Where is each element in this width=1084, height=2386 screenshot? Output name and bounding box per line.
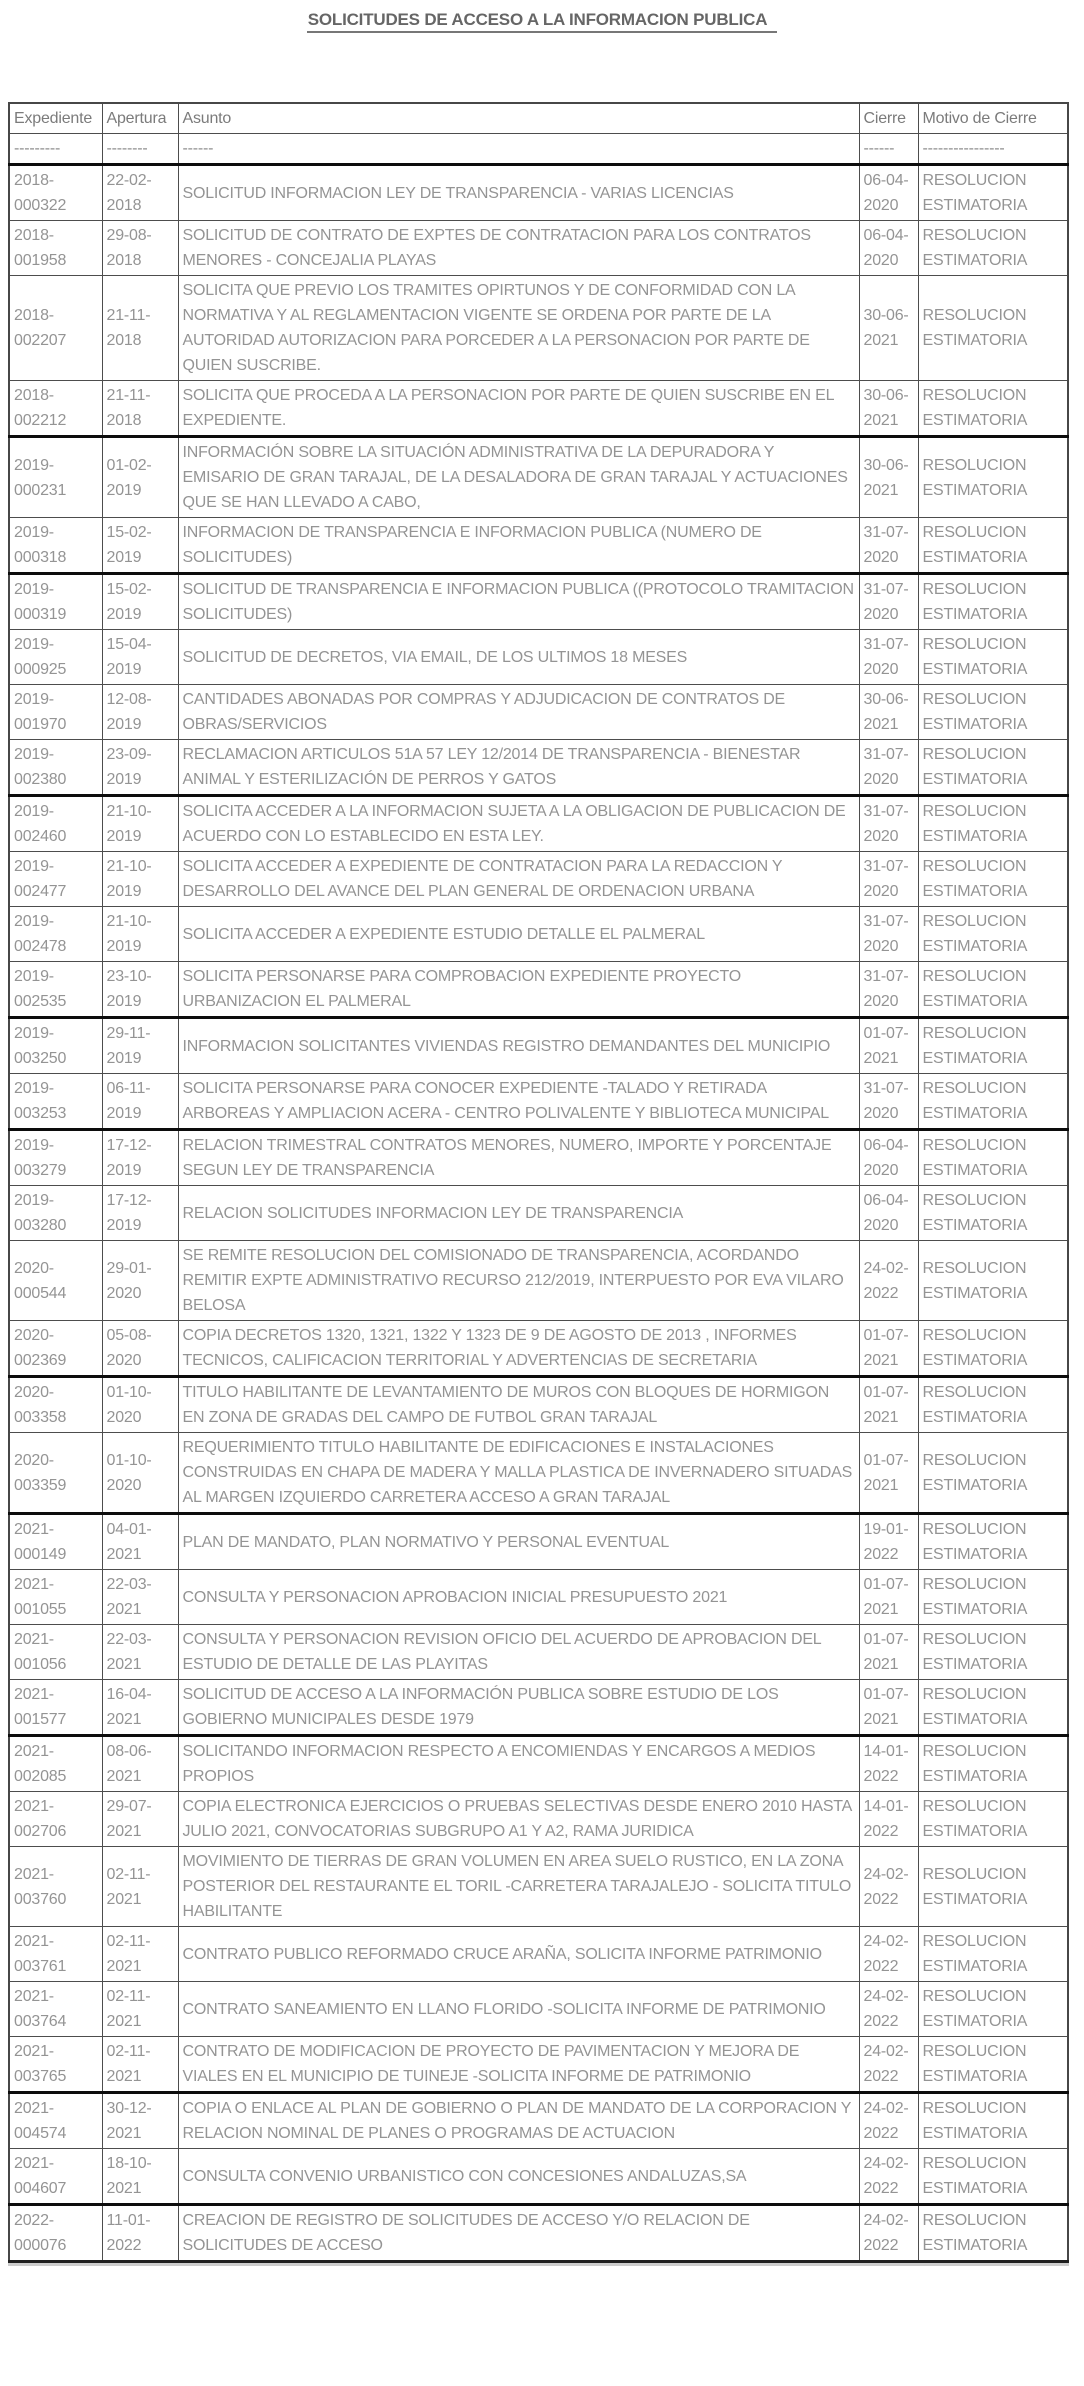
cell-apertura: 01-10-2020 — [102, 1433, 178, 1514]
cell-cierre: 06-04-2020 — [859, 1130, 918, 1186]
cell-asunto: RECLAMACION ARTICULOS 51A 57 LEY 12/2014 DE TRANSPARENCIA - BIENESTAR ANIMAL Y ESTERILIZACIÓN DE PERROS Y GATOS — [178, 740, 859, 796]
cell-motivo: RESOLUCION ESTIMATORIA — [918, 437, 1068, 518]
column-header-motivo: Motivo de Cierre — [918, 103, 1068, 134]
cell-motivo: RESOLUCION ESTIMATORIA — [918, 1792, 1068, 1847]
cell-asunto: COPIA O ENLACE AL PLAN DE GOBIERNO O PLAN DE MANDATO DE LA CORPORACION Y RELACION NOMINAL DE PLANES O PROGRAMAS DE ACTUACION — [178, 2093, 859, 2149]
cell-apertura: 02-11-2021 — [102, 1982, 178, 2037]
cell-motivo: RESOLUCION ESTIMATORIA — [918, 574, 1068, 630]
cell-asunto: CANTIDADES ABONADAS POR COMPRAS Y ADJUDICACION DE CONTRATOS DE OBRAS/SERVICIOS — [178, 685, 859, 740]
cell-apertura: 18-10-2021 — [102, 2149, 178, 2205]
cell-cierre: 24-02-2022 — [859, 1982, 918, 2037]
cell-apertura: 11-01-2022 — [102, 2205, 178, 2262]
cell-apertura: 08-06-2021 — [102, 1736, 178, 1792]
cell-motivo: RESOLUCION ESTIMATORIA — [918, 1377, 1068, 1433]
cell-apertura: 21-11-2018 — [102, 381, 178, 437]
cell-cierre: 01-07-2021 — [859, 1018, 918, 1074]
table-row — [9, 1982, 1068, 2037]
cell-cierre: 31-07-2020 — [859, 907, 918, 962]
cell-asunto: CREACION DE REGISTRO DE SOLICITUDES DE ACCESO Y/O RELACION DE SOLICITUDES DE ACCESO — [178, 2205, 859, 2262]
cell-motivo: RESOLUCION ESTIMATORIA — [918, 1625, 1068, 1680]
document-page — [0, 10, 1084, 2263]
column-underline-motivo: ---------------- — [918, 134, 1068, 165]
table-row — [9, 630, 1068, 685]
cell-motivo: RESOLUCION ESTIMATORIA — [918, 630, 1068, 685]
cell-motivo: RESOLUCION ESTIMATORIA — [918, 381, 1068, 437]
table-row — [9, 1074, 1068, 1130]
cell-cierre: 01-07-2021 — [859, 1377, 918, 1433]
cell-expediente: 2019-002535 — [9, 962, 102, 1018]
cell-apertura: 22-02-2018 — [102, 165, 178, 221]
table-row — [9, 685, 1068, 740]
cell-asunto: REQUERIMIENTO TITULO HABILITANTE DE EDIFICACIONES E INSTALACIONES CONSTRUIDAS EN CHAPA DE MADERA Y MALLA PLASTICA DE INVERNADERO SITUADAS AL MARGEN IZQUIERDO CARRETERA ACCESO A GRAN TARAJAL — [178, 1433, 859, 1514]
cell-cierre: 06-04-2020 — [859, 165, 918, 221]
cell-motivo: RESOLUCION ESTIMATORIA — [918, 1736, 1068, 1792]
cell-asunto: TITULO HABILITANTE DE LEVANTAMIENTO DE MUROS CON BLOQUES DE HORMIGON EN ZONA DE GRADAS DEL CAMPO DE FUTBOL GRAN TARAJAL — [178, 1377, 859, 1433]
cell-apertura: 21-11-2018 — [102, 276, 178, 381]
cell-apertura: 17-12-2019 — [102, 1130, 178, 1186]
column-header-expediente: Expediente — [9, 103, 102, 134]
cell-apertura: 15-02-2019 — [102, 574, 178, 630]
cell-asunto: SOLICITA QUE PREVIO LOS TRAMITES OPIRTUNOS Y DE CONFORMIDAD CON LA NORMATIVA Y AL REGLAMENTACION VIGENTE SE ORDENA POR PARTE DE LA AUTORIDAD AUTORIZACION PARA PORCEDER A LA PERSONACION POR PARTE DE QUIEN SUSCRIBE. — [178, 276, 859, 381]
cell-asunto: SOLICITA PERSONARSE PARA COMPROBACION EXPEDIENTE PROYECTO URBANIZACION EL PALMERAL — [178, 962, 859, 1018]
cell-asunto: CONSULTA CONVENIO URBANISTICO CON CONCESIONES ANDALUZAS,SA — [178, 2149, 859, 2205]
cell-motivo: RESOLUCION ESTIMATORIA — [918, 1074, 1068, 1130]
cell-asunto: SE REMITE RESOLUCION DEL COMISIONADO DE TRANSPARENCIA, ACORDANDO REMITIR EXPTE ADMINISTRATIVO RECURSO 212/2019, INTERPUESTO POR EVA VILARO BELOSA — [178, 1241, 859, 1321]
cell-cierre: 06-04-2020 — [859, 1186, 918, 1241]
cell-expediente: 2019-000925 — [9, 630, 102, 685]
cell-expediente: 2021-001577 — [9, 1680, 102, 1736]
cell-motivo: RESOLUCION ESTIMATORIA — [918, 1680, 1068, 1736]
cell-asunto: CONTRATO SANEAMIENTO EN LLANO FLORIDO -SOLICITA INFORME DE PATRIMONIO — [178, 1982, 859, 2037]
table-row — [9, 1847, 1068, 1927]
table-row — [9, 2205, 1068, 2262]
cell-apertura: 21-10-2019 — [102, 907, 178, 962]
cell-expediente: 2020-000544 — [9, 1241, 102, 1321]
cell-cierre: 24-02-2022 — [859, 2205, 918, 2262]
cell-cierre: 31-07-2020 — [859, 1074, 918, 1130]
table-row — [9, 1130, 1068, 1186]
cell-motivo: RESOLUCION ESTIMATORIA — [918, 1514, 1068, 1570]
cell-expediente: 2019-003280 — [9, 1186, 102, 1241]
table-row — [9, 574, 1068, 630]
table-row — [9, 1018, 1068, 1074]
table-row — [9, 1680, 1068, 1736]
cell-apertura: 29-07-2021 — [102, 1792, 178, 1847]
cell-motivo: RESOLUCION ESTIMATORIA — [918, 518, 1068, 574]
table-row — [9, 1570, 1068, 1625]
cell-apertura: 01-10-2020 — [102, 1377, 178, 1433]
cell-motivo: RESOLUCION ESTIMATORIA — [918, 1186, 1068, 1241]
cell-cierre: 24-02-2022 — [859, 2149, 918, 2205]
cell-expediente: 2020-003358 — [9, 1377, 102, 1433]
table-body — [9, 165, 1068, 2262]
cell-motivo: RESOLUCION ESTIMATORIA — [918, 1321, 1068, 1377]
cell-expediente: 2018-002207 — [9, 276, 102, 381]
column-header-apertura: Apertura — [102, 103, 178, 134]
table-row — [9, 165, 1068, 221]
cell-apertura: 29-01-2020 — [102, 1241, 178, 1321]
cell-asunto: SOLICITA ACCEDER A EXPEDIENTE DE CONTRATACION PARA LA REDACCION Y DESARROLLO DEL AVANCE DEL PLAN GENERAL DE ORDENACION URBANA — [178, 852, 859, 907]
column-underline-expediente: --------- — [9, 134, 102, 165]
cell-cierre: 31-07-2020 — [859, 518, 918, 574]
cell-motivo: RESOLUCION ESTIMATORIA — [918, 2149, 1068, 2205]
table-row — [9, 1186, 1068, 1241]
cell-motivo: RESOLUCION ESTIMATORIA — [918, 1018, 1068, 1074]
cell-apertura: 30-12-2021 — [102, 2093, 178, 2149]
cell-cierre: 30-06-2021 — [859, 381, 918, 437]
cell-expediente: 2019-000319 — [9, 574, 102, 630]
cell-cierre: 31-07-2020 — [859, 630, 918, 685]
table-row — [9, 221, 1068, 276]
cell-motivo: RESOLUCION ESTIMATORIA — [918, 221, 1068, 276]
cell-apertura: 06-11-2019 — [102, 1074, 178, 1130]
cell-motivo: RESOLUCION ESTIMATORIA — [918, 2037, 1068, 2093]
cell-asunto: SOLICITA PERSONARSE PARA CONOCER EXPEDIENTE -TALADO Y RETIRADA ARBOREAS Y AMPLIACION ACERA - CENTRO POLIVALENTE Y BIBLIOTECA MUNICIPAL — [178, 1074, 859, 1130]
cell-expediente: 2018-000322 — [9, 165, 102, 221]
page-title-text: SOLICITUDES DE ACCESO A LA INFORMACION PUBLICA — [307, 10, 778, 33]
table-row — [9, 907, 1068, 962]
cell-motivo: RESOLUCION ESTIMATORIA — [918, 740, 1068, 796]
cell-cierre: 30-06-2021 — [859, 685, 918, 740]
cell-expediente: 2019-003250 — [9, 1018, 102, 1074]
cell-asunto: RELACION SOLICITUDES INFORMACION LEY DE TRANSPARENCIA — [178, 1186, 859, 1241]
table-row — [9, 1241, 1068, 1321]
cell-apertura: 15-04-2019 — [102, 630, 178, 685]
cell-cierre: 31-07-2020 — [859, 796, 918, 852]
table-row — [9, 437, 1068, 518]
cell-asunto: CONSULTA Y PERSONACION REVISION OFICIO DEL ACUERDO DE APROBACION DEL ESTUDIO DE DETALLE DE LAS PLAYITAS — [178, 1625, 859, 1680]
cell-cierre: 14-01-2022 — [859, 1792, 918, 1847]
cell-expediente: 2019-003253 — [9, 1074, 102, 1130]
cell-expediente: 2022-000076 — [9, 2205, 102, 2262]
cell-motivo: RESOLUCION ESTIMATORIA — [918, 2093, 1068, 2149]
cell-expediente: 2019-002477 — [9, 852, 102, 907]
cell-motivo: RESOLUCION ESTIMATORIA — [918, 685, 1068, 740]
cell-motivo: RESOLUCION ESTIMATORIA — [918, 907, 1068, 962]
column-underline-asunto: ------ — [178, 134, 859, 165]
cell-motivo: RESOLUCION ESTIMATORIA — [918, 165, 1068, 221]
cell-asunto: SOLICITUD INFORMACION LEY DE TRANSPARENCIA - VARIAS LICENCIAS — [178, 165, 859, 221]
cell-expediente: 2021-003760 — [9, 1847, 102, 1927]
table-row — [9, 1514, 1068, 1570]
table-row — [9, 962, 1068, 1018]
cell-expediente: 2018-002212 — [9, 381, 102, 437]
column-underline-apertura: -------- — [102, 134, 178, 165]
cell-cierre: 31-07-2020 — [859, 740, 918, 796]
cell-cierre: 01-07-2021 — [859, 1625, 918, 1680]
cell-asunto: INFORMACION SOLICITANTES VIVIENDAS REGISTRO DEMANDANTES DEL MUNICIPIO — [178, 1018, 859, 1074]
cell-apertura: 02-11-2021 — [102, 1927, 178, 1982]
cell-asunto: RELACION TRIMESTRAL CONTRATOS MENORES, NUMERO, IMPORTE Y PORCENTAJE SEGUN LEY DE TRANSPARENCIA — [178, 1130, 859, 1186]
cell-asunto: SOLICITA ACCEDER A LA INFORMACION SUJETA A LA OBLIGACION DE PUBLICACION DE ACUERDO CON LO ESTABLECIDO EN ESTA LEY. — [178, 796, 859, 852]
column-header-asunto: Asunto — [178, 103, 859, 134]
cell-motivo: RESOLUCION ESTIMATORIA — [918, 1241, 1068, 1321]
cell-cierre: 24-02-2022 — [859, 2037, 918, 2093]
cell-cierre: 24-02-2022 — [859, 1241, 918, 1321]
cell-motivo: RESOLUCION ESTIMATORIA — [918, 796, 1068, 852]
cell-cierre: 31-07-2020 — [859, 852, 918, 907]
cell-cierre: 14-01-2022 — [859, 1736, 918, 1792]
cell-expediente: 2019-001970 — [9, 685, 102, 740]
cell-apertura: 23-09-2019 — [102, 740, 178, 796]
cell-asunto: INFORMACIÓN SOBRE LA SITUACIÓN ADMINISTRATIVA DE LA DEPURADORA Y EMISARIO DE GRAN TARAJAL, DE LA DESALADORA DE GRAN TARAJAL Y ACTUACIONES QUE SE HAN LLEVADO A CABO, — [178, 437, 859, 518]
cell-motivo: RESOLUCION ESTIMATORIA — [918, 1927, 1068, 1982]
cell-expediente: 2020-002369 — [9, 1321, 102, 1377]
cell-motivo: RESOLUCION ESTIMATORIA — [918, 1130, 1068, 1186]
cell-motivo: RESOLUCION ESTIMATORIA — [918, 1982, 1068, 2037]
cell-apertura: 23-10-2019 — [102, 962, 178, 1018]
cell-expediente: 2021-004607 — [9, 2149, 102, 2205]
cell-apertura: 12-08-2019 — [102, 685, 178, 740]
page-title — [0, 10, 1084, 33]
cell-apertura: 04-01-2021 — [102, 1514, 178, 1570]
cell-expediente: 2019-002380 — [9, 740, 102, 796]
cell-apertura: 01-02-2019 — [102, 437, 178, 518]
cell-cierre: 24-02-2022 — [859, 2093, 918, 2149]
cell-expediente: 2021-003765 — [9, 2037, 102, 2093]
cell-asunto: SOLICITUD DE CONTRATO DE EXPTES DE CONTRATACION PARA LOS CONTRATOS MENORES - CONCEJALIA PLAYAS — [178, 221, 859, 276]
table-row — [9, 1792, 1068, 1847]
cell-apertura: 22-03-2021 — [102, 1570, 178, 1625]
cell-cierre: 01-07-2021 — [859, 1680, 918, 1736]
cell-expediente: 2019-003279 — [9, 1130, 102, 1186]
cell-cierre: 30-06-2021 — [859, 437, 918, 518]
cell-apertura: 16-04-2021 — [102, 1680, 178, 1736]
cell-asunto: SOLICITA QUE PROCEDA A LA PERSONACION POR PARTE DE QUIEN SUSCRIBE EN EL EXPEDIENTE. — [178, 381, 859, 437]
cell-cierre: 06-04-2020 — [859, 221, 918, 276]
cell-expediente: 2021-002085 — [9, 1736, 102, 1792]
solicitudes-table — [8, 102, 1069, 2263]
cell-motivo: RESOLUCION ESTIMATORIA — [918, 1847, 1068, 1927]
cell-asunto: INFORMACION DE TRANSPARENCIA E INFORMACION PUBLICA (NUMERO DE SOLICITUDES) — [178, 518, 859, 574]
cell-expediente: 2019-000231 — [9, 437, 102, 518]
table-row — [9, 2149, 1068, 2205]
cell-asunto: CONTRATO DE MODIFICACION DE PROYECTO DE PAVIMENTACION Y MEJORA DE VIALES EN EL MUNICIPIO DE TUINEJE -SOLICITA INFORME DE PATRIMONIO — [178, 2037, 859, 2093]
cell-asunto: MOVIMIENTO DE TIERRAS DE GRAN VOLUMEN EN AREA SUELO RUSTICO, EN LA ZONA POSTERIOR DEL RESTAURANTE EL TORIL -CARRETERA TARAJALEJO - SOLICITA TITULO HABILITANTE — [178, 1847, 859, 1927]
cell-asunto: SOLICITA ACCEDER A EXPEDIENTE ESTUDIO DETALLE EL PALMERAL — [178, 907, 859, 962]
cell-apertura: 29-11-2019 — [102, 1018, 178, 1074]
cell-apertura: 21-10-2019 — [102, 852, 178, 907]
cell-apertura: 21-10-2019 — [102, 796, 178, 852]
cell-cierre: 01-07-2021 — [859, 1321, 918, 1377]
cell-expediente: 2019-002460 — [9, 796, 102, 852]
table-row — [9, 1625, 1068, 1680]
cell-cierre: 24-02-2022 — [859, 1927, 918, 1982]
cell-apertura: 17-12-2019 — [102, 1186, 178, 1241]
cell-expediente: 2019-000318 — [9, 518, 102, 574]
cell-motivo: RESOLUCION ESTIMATORIA — [918, 1433, 1068, 1514]
table-row — [9, 740, 1068, 796]
cell-expediente: 2021-003761 — [9, 1927, 102, 1982]
cell-apertura: 22-03-2021 — [102, 1625, 178, 1680]
cell-apertura: 05-08-2020 — [102, 1321, 178, 1377]
table-row — [9, 381, 1068, 437]
cell-asunto: SOLICITANDO INFORMACION RESPECTO A ENCOMIENDAS Y ENCARGOS A MEDIOS PROPIOS — [178, 1736, 859, 1792]
cell-cierre: 01-07-2021 — [859, 1433, 918, 1514]
cell-cierre: 01-07-2021 — [859, 1570, 918, 1625]
cell-apertura: 02-11-2021 — [102, 2037, 178, 2093]
cell-expediente: 2021-001055 — [9, 1570, 102, 1625]
cell-asunto: CONSULTA Y PERSONACION APROBACION INICIAL PRESUPUESTO 2021 — [178, 1570, 859, 1625]
cell-motivo: RESOLUCION ESTIMATORIA — [918, 276, 1068, 381]
table-row — [9, 1927, 1068, 1982]
cell-motivo: RESOLUCION ESTIMATORIA — [918, 2205, 1068, 2262]
cell-cierre: 31-07-2020 — [859, 574, 918, 630]
cell-apertura: 02-11-2021 — [102, 1847, 178, 1927]
header-underline-row — [9, 134, 1068, 165]
cell-motivo: RESOLUCION ESTIMATORIA — [918, 852, 1068, 907]
cell-expediente: 2019-002478 — [9, 907, 102, 962]
cell-expediente: 2018-001958 — [9, 221, 102, 276]
table-row — [9, 796, 1068, 852]
table-row — [9, 1433, 1068, 1514]
cell-cierre: 31-07-2020 — [859, 962, 918, 1018]
cell-expediente: 2021-001056 — [9, 1625, 102, 1680]
cell-cierre: 24-02-2022 — [859, 1847, 918, 1927]
cell-expediente: 2020-003359 — [9, 1433, 102, 1514]
cell-cierre: 30-06-2021 — [859, 276, 918, 381]
table-row — [9, 2093, 1068, 2149]
cell-asunto: SOLICITUD DE DECRETOS, VIA EMAIL, DE LOS ULTIMOS 18 MESES — [178, 630, 859, 685]
cell-asunto: SOLICITUD DE TRANSPARENCIA E INFORMACION PUBLICA ((PROTOCOLO TRAMITACION SOLICITUDES) — [178, 574, 859, 630]
cell-expediente: 2021-004574 — [9, 2093, 102, 2149]
table-row — [9, 1736, 1068, 1792]
cell-asunto: COPIA ELECTRONICA EJERCICIOS O PRUEBAS SELECTIVAS DESDE ENERO 2010 HASTA JULIO 2021, CONVOCATORIAS SUBGRUPO A1 Y A2, RAMA JURIDICA — [178, 1792, 859, 1847]
cell-cierre: 19-01-2022 — [859, 1514, 918, 1570]
column-underline-cierre: ------ — [859, 134, 918, 165]
column-header-cierre: Cierre — [859, 103, 918, 134]
cell-apertura: 29-08-2018 — [102, 221, 178, 276]
cell-asunto: COPIA DECRETOS 1320, 1321, 1322 Y 1323 DE 9 DE AGOSTO DE 2013 , INFORMES TECNICOS, CALIFICACION TERRITORIAL Y ADVERTENCIAS DE SECRETARIA — [178, 1321, 859, 1377]
cell-expediente: 2021-002706 — [9, 1792, 102, 1847]
header-row — [9, 103, 1068, 134]
table-row — [9, 1321, 1068, 1377]
cell-asunto: SOLICITUD DE ACCESO A LA INFORMACIÓN PUBLICA SOBRE ESTUDIO DE LOS GOBIERNO MUNICIPALES DESDE 1979 — [178, 1680, 859, 1736]
cell-asunto: CONTRATO PUBLICO REFORMADO CRUCE ARAÑA, SOLICITA INFORME PATRIMONIO — [178, 1927, 859, 1982]
cell-asunto: PLAN DE MANDATO, PLAN NORMATIVO Y PERSONAL EVENTUAL — [178, 1514, 859, 1570]
table-row — [9, 852, 1068, 907]
table-row — [9, 2037, 1068, 2093]
table-row — [9, 1377, 1068, 1433]
cell-apertura: 15-02-2019 — [102, 518, 178, 574]
table-row — [9, 276, 1068, 381]
table-row — [9, 518, 1068, 574]
cell-expediente: 2021-003764 — [9, 1982, 102, 2037]
cell-motivo: RESOLUCION ESTIMATORIA — [918, 1570, 1068, 1625]
cell-expediente: 2021-000149 — [9, 1514, 102, 1570]
cell-motivo: RESOLUCION ESTIMATORIA — [918, 962, 1068, 1018]
